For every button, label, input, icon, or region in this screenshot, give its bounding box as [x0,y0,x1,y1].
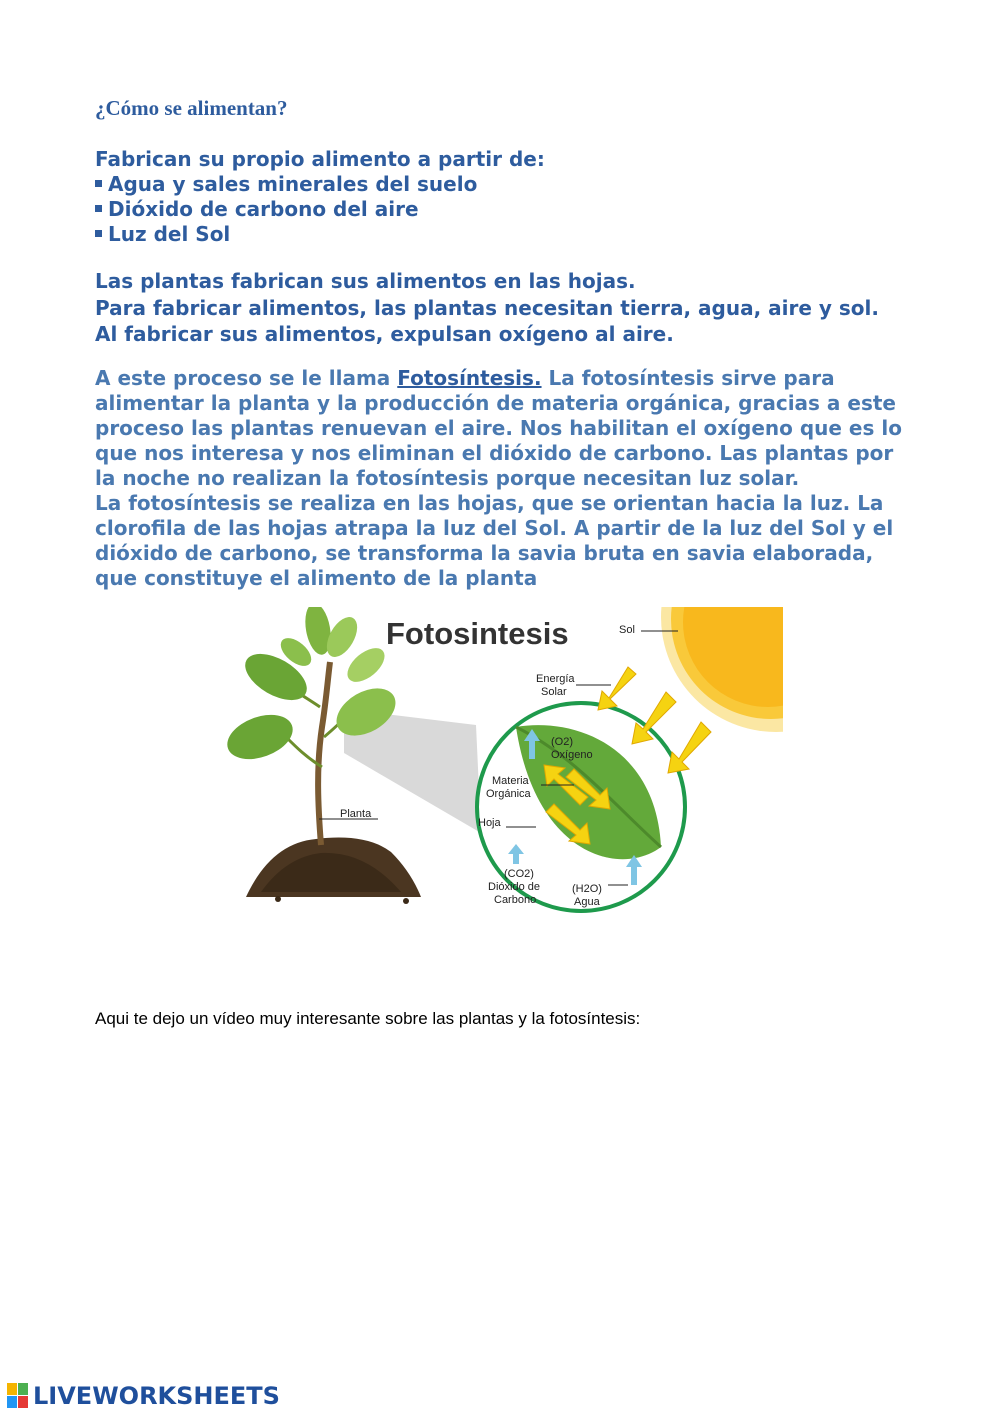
page-title: ¿Cómo se alimentan? [95,96,288,120]
label-hoja: Hoja [478,817,501,829]
photosynthesis-term: Fotosíntesis. [397,366,542,390]
paragraph-line: A este proceso se le llama Fotosíntesis. La fotosíntesis sirve para [95,366,835,390]
paragraph-line: que nos interesa y nos eliminan el dióxido de carbono. Las plantas por [95,441,894,465]
paragraph-line: la noche no realizan la fotosíntesis porque necesitan luz solar. [95,466,800,490]
photosynthesis-paragraph [95,366,915,591]
statement-oxygen: Al fabricar sus alimentos, expulsan oxígeno al aire. [95,322,674,346]
video-note: Aqui te dejo un vídeo muy interesante sobre las plantas y la fotosíntesis: [95,1009,641,1028]
list-item: Dióxido de carbono del aire [95,197,477,222]
statement-needs: Para fabricar alimentos, las plantas necesitan tierra, agua, aire y sol. [95,296,879,320]
label-sol: Sol [619,624,635,636]
list-item: Luz del Sol [95,222,477,247]
brand-footer[interactable] [7,1381,280,1411]
label-h2o: (H2O) [572,883,602,895]
label-solar: Solar [541,686,567,698]
paragraph-line: La fotosíntesis se realiza en las hojas, que se orientan hacia la luz. La [95,491,884,515]
brand-name: LIVEWORKSHEETS [33,1382,280,1410]
label-co2: (CO2) [504,868,534,880]
bullet-square-icon [95,205,102,212]
label-organica: Orgánica [486,788,531,800]
paragraph-line: dióxido de carbono, se transforma la savia bruta en savia elaborada, [95,541,874,565]
bullet-square-icon [95,180,102,187]
paragraph-line: proceso las plantas renuevan el aire. Nos habilitan el oxígeno que es lo [95,416,902,440]
intro-text: Fabrican su propio alimento a partir de: [95,147,545,171]
label-planta: Planta [340,808,372,820]
label-o2: (O2) [551,736,573,748]
label-agua: Agua [574,896,600,908]
bullet-square-icon [95,230,102,237]
label-energia: Energía [536,673,575,685]
list-item: Agua y sales minerales del suelo [95,172,477,197]
label-materia: Materia [492,775,529,787]
paragraph-line: que constituye el alimento de la planta [95,566,538,590]
paragraph-line: alimentar la planta y la producción de materia orgánica, gracias a este [95,391,896,415]
label-dioxido: Dióxido de [488,881,540,893]
label-carbono: Carbono [494,894,537,906]
paragraph-line: clorofila de las hojas atrapa la luz del Sol. A partir de la luz del Sol y el [95,516,894,540]
ingredients-list [95,172,477,247]
liveworksheets-logo-icon [7,1383,29,1409]
diagram-title: Fotosintesis [386,616,569,651]
label-oxigeno: Oxígeno [551,749,593,761]
statement-leaves: Las plantas fabrican sus alimentos en las hojas. [95,269,636,293]
photosynthesis-diagram [216,607,783,923]
